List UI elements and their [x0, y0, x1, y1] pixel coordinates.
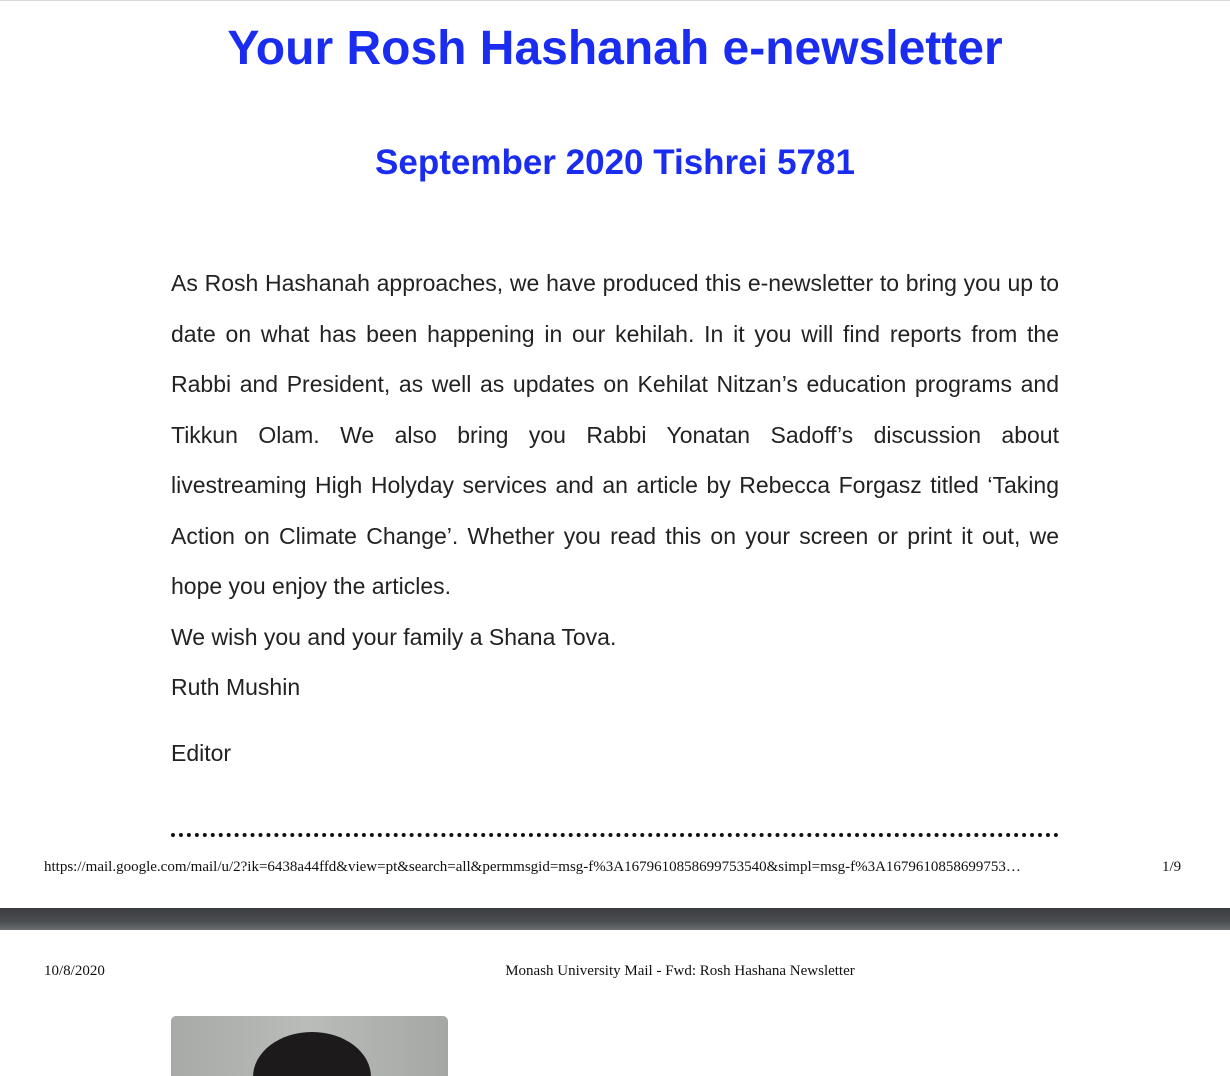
print-footer-url: https://mail.google.com/mail/u/2?ik=6438a44ffd&view=pt&search=all&permmsgid=msg-f%3A1679610858699753540&simpl=msg-f%3A1679610858699753… — [44, 859, 1021, 875]
dotted-divider — [171, 833, 1059, 837]
newsletter-title: Your Rosh Hashanah e-newsletter — [227, 22, 1003, 75]
print-footer-page-number: 1/9 — [1162, 859, 1182, 875]
greeting-line: We wish you and your family a Shana Tova. — [171, 623, 617, 650]
newsletter-body — [171, 258, 1059, 712]
photo-head-silhouette — [253, 1032, 371, 1076]
intro-paragraph: As Rosh Hashanah approaches, we have produced this e-newsletter to bring you up to date on what has been happening in our kehilah. In it you will find reports from the Rabbi and President, as well as updates on Kehilat Nitzan’s education programs and Tikkun Olam. We also bring you Rabbi Yonatan Sadoff’s discussion about livestreaming High Holyday services and an article by Rebecca Forgasz titled ‘Taking Action on Climate Change’. Whether you read this on your screen or print it out, we hope you enjoy the articles. — [171, 270, 1059, 599]
newsletter-date-subtitle: September 2020 Tishrei 5781 — [375, 143, 855, 182]
print-page-2 — [0, 930, 1230, 1066]
author-photo — [171, 1016, 448, 1076]
editor-role: Editor — [171, 740, 232, 766]
print-header-title: Monash University Mail - Fwd: Rosh Hashana Newsletter — [505, 963, 855, 979]
editor-name: Ruth Mushin — [171, 673, 301, 700]
page-separator — [0, 908, 1230, 930]
print-header-date: 10/8/2020 — [44, 963, 105, 979]
